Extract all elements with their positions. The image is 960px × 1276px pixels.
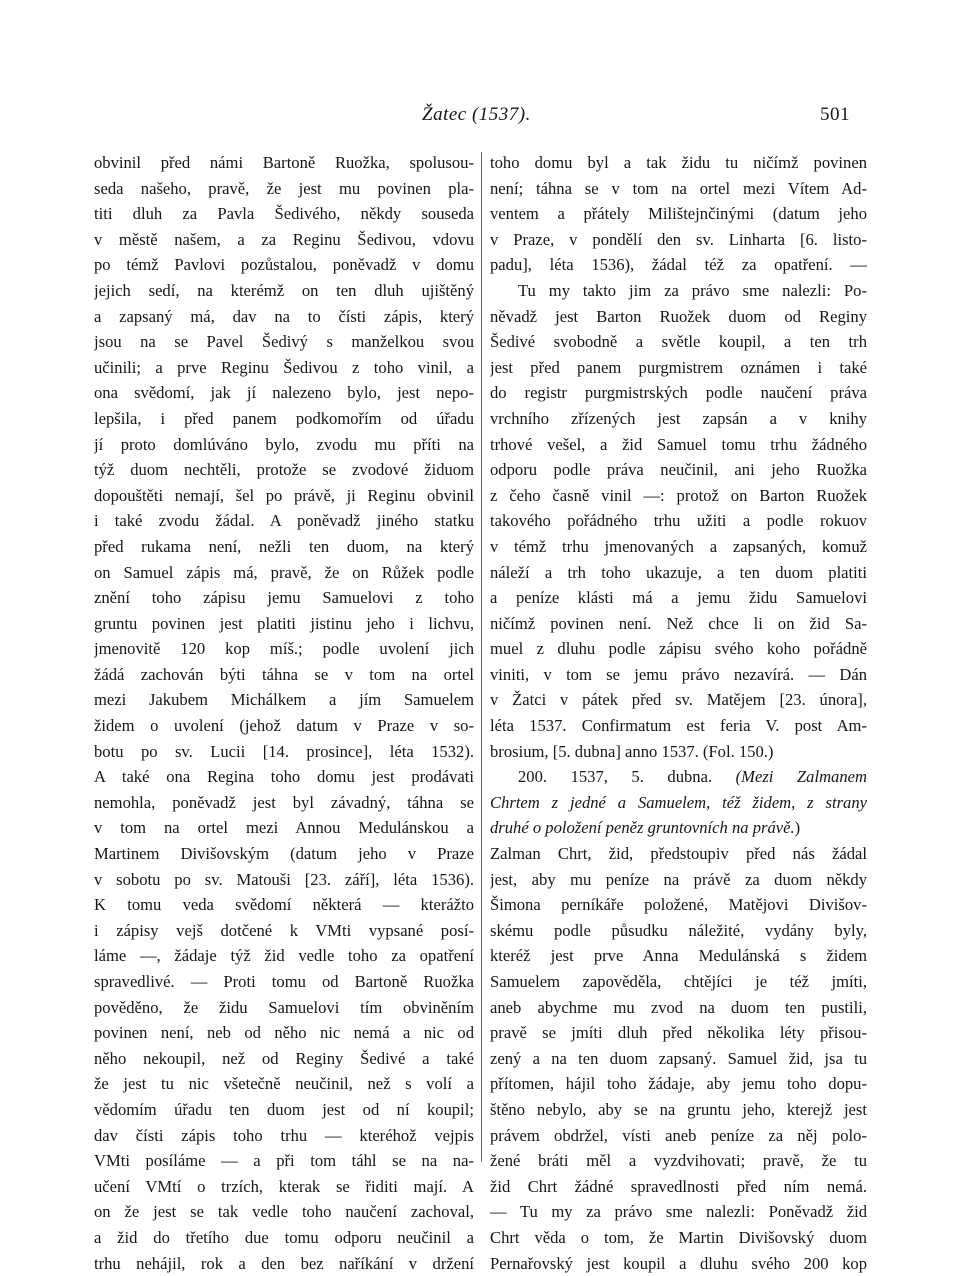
line-text: i zápisy vejš dotčené k VMti vypsané posí- <box>94 920 474 940</box>
text-line <box>94 432 474 458</box>
text-line <box>94 355 474 381</box>
text-line <box>490 739 867 765</box>
line-text: Martinem Divišovským (datum jeho v Praze <box>94 844 474 864</box>
text-line <box>94 943 474 969</box>
line-text: Pernařovský jest koupil a dluhu svého 200 kop <box>490 1253 867 1273</box>
text-line <box>94 687 474 713</box>
line-text: v městě našem, a za Reginu Šedivou, vdovu <box>94 229 474 249</box>
line-text: trhu nehájil, rok a den bez naříkání v držení <box>94 1253 474 1273</box>
text-line <box>490 176 867 202</box>
text-line <box>94 1020 474 1046</box>
text-line <box>490 636 867 662</box>
line-text: trhové vešel, a žid Samuel tomu trhu žádného <box>490 434 867 454</box>
text-line <box>490 304 867 330</box>
line-text: jest před panem purgmistrem oznámen i také <box>490 357 867 377</box>
text-line <box>94 790 474 816</box>
line-text: kteréž jest prve Anna Medulánská s židem <box>490 946 867 966</box>
line-text: botu po sv. Lucii [14. prosince], léta 1532). <box>94 741 474 761</box>
line-text: vrchního zřízených jest zapsán a v knihy <box>490 408 867 428</box>
text-line <box>490 713 867 739</box>
line-text: před rukama není, nežli ten duom, na který <box>94 536 474 556</box>
text-line <box>490 1174 867 1200</box>
text-line <box>94 739 474 765</box>
text-line <box>94 1123 474 1149</box>
line-text: náleží a trh toho ukazuje, a ten duom platiti <box>490 562 867 582</box>
text-line <box>94 969 474 995</box>
text-line <box>94 1225 474 1251</box>
line-text: po témž Pavlovi pozůstalou, poněvadž v domu <box>94 255 474 275</box>
page-number: 501 <box>820 104 850 125</box>
line-text: něvadž jest Barton Ruožek duom od Reginy <box>490 306 867 326</box>
line-text: 200. 1537, 5. dubna. <box>518 767 736 787</box>
line-text: spravedlivé. — Proti tomu od Bartoně Ruožka <box>94 972 474 991</box>
text-line <box>94 764 474 790</box>
line-text: mezi Jakubem Michálkem a jím Samuelem <box>94 690 474 710</box>
line-text: padu], léta 1536), žádal též za opatření. — <box>490 255 867 275</box>
text-line <box>94 918 474 944</box>
text-line <box>490 508 867 534</box>
line-text: a peníze klásti má a jemu židu Samuelovi <box>490 588 867 608</box>
line-text: učení VMtí o trzích, kterak se řiditi mají. A <box>94 1176 474 1196</box>
text-line <box>94 278 474 304</box>
line-text: nemohla, poněvadž jest byl závadný, táhna se <box>94 792 474 812</box>
line-text: týž duom nechtěli, protože se zvodové židuom <box>94 460 474 480</box>
text-line <box>490 918 867 944</box>
text-line <box>94 815 474 841</box>
line-text: ničímž povinen není. Než chce li on žid Sa- <box>490 613 867 633</box>
text-line <box>490 687 867 713</box>
line-italic-text: (Mezi Zalmanem <box>735 767 867 787</box>
line-text: jest, aby mu peníze na právě za duom někdy <box>490 869 867 889</box>
text-line <box>94 662 474 688</box>
line-text: právem obdržel, vísti aneb peníze za něj polo- <box>490 1125 867 1145</box>
text-line <box>490 201 867 227</box>
line-text: odporu podle práva neučinil, ani jeho Ruožka <box>490 460 867 480</box>
line-text: léta 1537. Confirmatum est feria V. post Am- <box>490 716 867 736</box>
line-text: — Tu my za právo sme nalezli: Poněvadž žid <box>490 1202 867 1222</box>
line-text: že jest tu nic všetečně neučinil, než s volí a <box>94 1074 474 1094</box>
text-line <box>490 1123 867 1149</box>
text-line <box>490 380 867 406</box>
text-line <box>94 406 474 432</box>
line-italic-text: Chrtem z jedné a Samuelem, též židem, z strany <box>490 792 867 812</box>
line-text: znění toho zápisu jemu Samuelovi z toho <box>94 588 474 608</box>
text-line <box>490 432 867 458</box>
line-text: do registr purgmistrských podle naučení práva <box>490 383 867 403</box>
text-line <box>94 329 474 355</box>
text-line <box>94 227 474 253</box>
text-line <box>94 995 474 1021</box>
line-text: on že jest se tak vedle toho naučení zachoval, <box>94 1202 474 1222</box>
text-line <box>490 662 867 688</box>
text-line <box>490 841 867 867</box>
line-text: seda našeho, pravě, že jest mu povinen pla- <box>94 178 474 198</box>
text-line <box>490 1225 867 1251</box>
text-line <box>94 1046 474 1072</box>
line-text: v Praze, v pondělí den sv. Linharta [6. listo- <box>490 229 867 249</box>
text-line <box>490 1199 867 1225</box>
line-text: pravě se jmíti dluh před několika léty přisou- <box>490 1023 867 1043</box>
line-text: jejich sedí, na kterémž on ten dluh ujištěný <box>94 280 474 300</box>
text-line <box>94 560 474 586</box>
line-text: viniti, v tom se jemu právo nezavírá. — Dán <box>490 664 867 684</box>
text-line <box>94 892 474 918</box>
text-line <box>94 1148 474 1174</box>
running-title: Žatec (1537). <box>422 104 531 125</box>
text-line <box>490 969 867 995</box>
text-line <box>94 1199 474 1225</box>
text-line <box>94 636 474 662</box>
text-line <box>490 790 867 816</box>
text-line <box>94 585 474 611</box>
text-line <box>94 1071 474 1097</box>
line-text: VMti posíláme — a při tom táhl se na na- <box>94 1151 474 1171</box>
line-text: pověděno, že židu Samuelovi tím obviněním <box>94 997 474 1017</box>
line-text: obvinil před námi Bartoně Ruožka, spolusou- <box>94 153 474 172</box>
line-text: povinen není, neb od něho nic nemá a nic od <box>94 1023 474 1043</box>
text-line <box>94 1097 474 1123</box>
line-text: v témž trhu jmenovaných a zapsaných, komuž <box>490 536 867 556</box>
text-line <box>490 150 867 176</box>
text-line <box>94 252 474 278</box>
line-text: ventem a přátely Milištejnčinými (datum jeho <box>490 204 867 224</box>
line-text: Chrt věda o tom, že Martin Divišovský duom <box>490 1227 867 1247</box>
text-line <box>94 201 474 227</box>
line-text: učinili; a prve Reginu Šedivou z toho vinil, a <box>94 357 474 377</box>
line-text: štěno nebylo, aby se na gruntu jeho, kterejž jest <box>490 1099 867 1119</box>
text-line <box>490 406 867 432</box>
line-text: žid Chrt žádné spravedlnosti před ním nemá. <box>490 1176 867 1196</box>
text-line <box>490 560 867 586</box>
line-text: ona svědomí, jak jí nalezeno bylo, jest nepo- <box>94 383 474 403</box>
line-text: Samuelem zapověděla, chtějíci je též jmíti, <box>490 972 867 991</box>
text-line <box>94 867 474 893</box>
text-line <box>94 150 474 176</box>
text-line <box>490 252 867 278</box>
line-text: láme —, žádaje týž žid vedle toho za opatření <box>94 946 474 966</box>
text-line <box>490 1071 867 1097</box>
text-line <box>490 585 867 611</box>
left-text-column <box>94 150 474 1276</box>
line-text: žené bráti měl a vyzdvihovati; pravě, že tu <box>490 1151 867 1171</box>
line-text-after: ) <box>794 818 801 838</box>
right-text-column <box>490 150 867 1276</box>
text-line <box>94 304 474 330</box>
line-text: jsou na se Pavel Šedivý s manželkou svou <box>94 332 474 352</box>
line-text: Šedivé svobodně a světle koupil, a ten trh <box>490 332 867 352</box>
line-text: vědomím úřadu ten duom jest od ní koupil; <box>94 1099 474 1119</box>
text-line <box>490 355 867 381</box>
line-text: on Samuel zápis má, pravě, že on Růžek podle <box>94 562 474 582</box>
line-text: takového pořádného trhu užiti a podle rokuov <box>490 511 867 531</box>
text-line <box>94 1251 474 1276</box>
line-text: i také zvodu žádal. A poněvadž jiného statku <box>94 511 474 531</box>
line-italic-text: druhé o položení peněz gruntovních na právě. <box>490 818 795 838</box>
text-line <box>94 457 474 483</box>
text-line <box>490 329 867 355</box>
text-line <box>94 611 474 637</box>
text-line <box>490 1148 867 1174</box>
line-text: v sobotu po sv. Matouši [23. září], léta 1536). <box>94 869 474 889</box>
line-text: Šimona perníkáře položené, Matějovi Divišov- <box>490 895 867 915</box>
text-line <box>490 764 867 790</box>
line-text: titi dluh za Pavla Šedivého, někdy souseda <box>94 204 474 224</box>
text-line <box>94 176 474 202</box>
text-line <box>490 1020 867 1046</box>
text-line <box>94 534 474 560</box>
text-line <box>94 713 474 739</box>
line-text: dav čísti zápis toho trhu — kteréhož vejpis <box>94 1125 474 1145</box>
line-text: přítomen, hájil toho žádaje, aby jemu toho dopu- <box>490 1074 867 1094</box>
text-line <box>94 841 474 867</box>
line-text: židem o uvolení (jehož datum v Praze v so- <box>94 716 474 736</box>
text-line <box>490 1251 867 1276</box>
text-line <box>490 1097 867 1123</box>
line-text: gruntu povinen jest platiti jistinu jeho i lichvu, <box>94 613 474 633</box>
text-line <box>94 483 474 509</box>
line-text: a žid do třetího due tomu odporu neučinil a <box>94 1227 474 1247</box>
line-text: toho domu byl a tak židu tu ničímž povinen <box>490 153 867 172</box>
line-text: v tom na ortel mezi Annou Medulánskou a <box>94 818 474 838</box>
line-text: dopouštěti nemají, šel po právě, ji Reginu obvinil <box>94 485 474 505</box>
line-text: v Žatci v pátek před sv. Matějem [23. února], <box>490 690 867 710</box>
line-text: brosium, [5. dubna] anno 1537. (Fol. 150.) <box>490 741 774 761</box>
text-line <box>490 227 867 253</box>
text-line <box>490 278 867 304</box>
text-line <box>490 815 867 841</box>
text-line <box>94 508 474 534</box>
line-text: jí proto domlúváno bylo, zvodu mu příti na <box>94 434 474 454</box>
text-line <box>490 943 867 969</box>
line-text: z čeho časně vinil —: protož on Barton Ruožek <box>490 485 867 505</box>
text-line <box>94 380 474 406</box>
line-text: A také ona Regina toho domu jest prodávati <box>94 767 474 787</box>
line-text: skému podle půsudku náležité, vydány byly, <box>490 920 867 940</box>
line-text: aneb abychme mu zvod na duom ten pustili, <box>490 997 867 1017</box>
text-line <box>490 995 867 1021</box>
line-text: zený a na ten duom zapsaný. Samuel žid, jsa tu <box>490 1048 867 1068</box>
line-text: Tu my takto jim za právo sme nalezli: Po- <box>518 280 867 300</box>
text-line <box>490 483 867 509</box>
line-text: Zalman Chrt, žid, předstoupiv před nás žádal <box>490 844 867 864</box>
line-text: žádá zachován býti táhna se v tom na ortel <box>94 664 474 684</box>
line-text: není; táhna se v tom na ortel mezi Vítem Ad- <box>490 178 867 198</box>
line-text: jmenovitě 120 kop míš.; podle uvolení jich <box>94 639 474 659</box>
line-text: a zapsaný má, dav na to čísti zápis, který <box>94 306 474 326</box>
running-header <box>0 104 960 134</box>
text-line <box>490 892 867 918</box>
text-line <box>490 867 867 893</box>
line-text: muel z dluhu podle zápisu svého koho pořádně <box>490 639 867 659</box>
text-line <box>490 611 867 637</box>
text-line <box>490 457 867 483</box>
column-divider <box>481 152 482 1162</box>
text-line <box>94 1174 474 1200</box>
line-text: K tomu veda svědomí některá — kterážto <box>94 895 474 915</box>
line-text: něho nekoupil, než od Reginy Šedivé a také <box>94 1048 474 1068</box>
text-line <box>490 534 867 560</box>
text-line <box>490 1046 867 1072</box>
line-text: lepšila, i před panem podkomořím od úřadu <box>94 408 474 428</box>
